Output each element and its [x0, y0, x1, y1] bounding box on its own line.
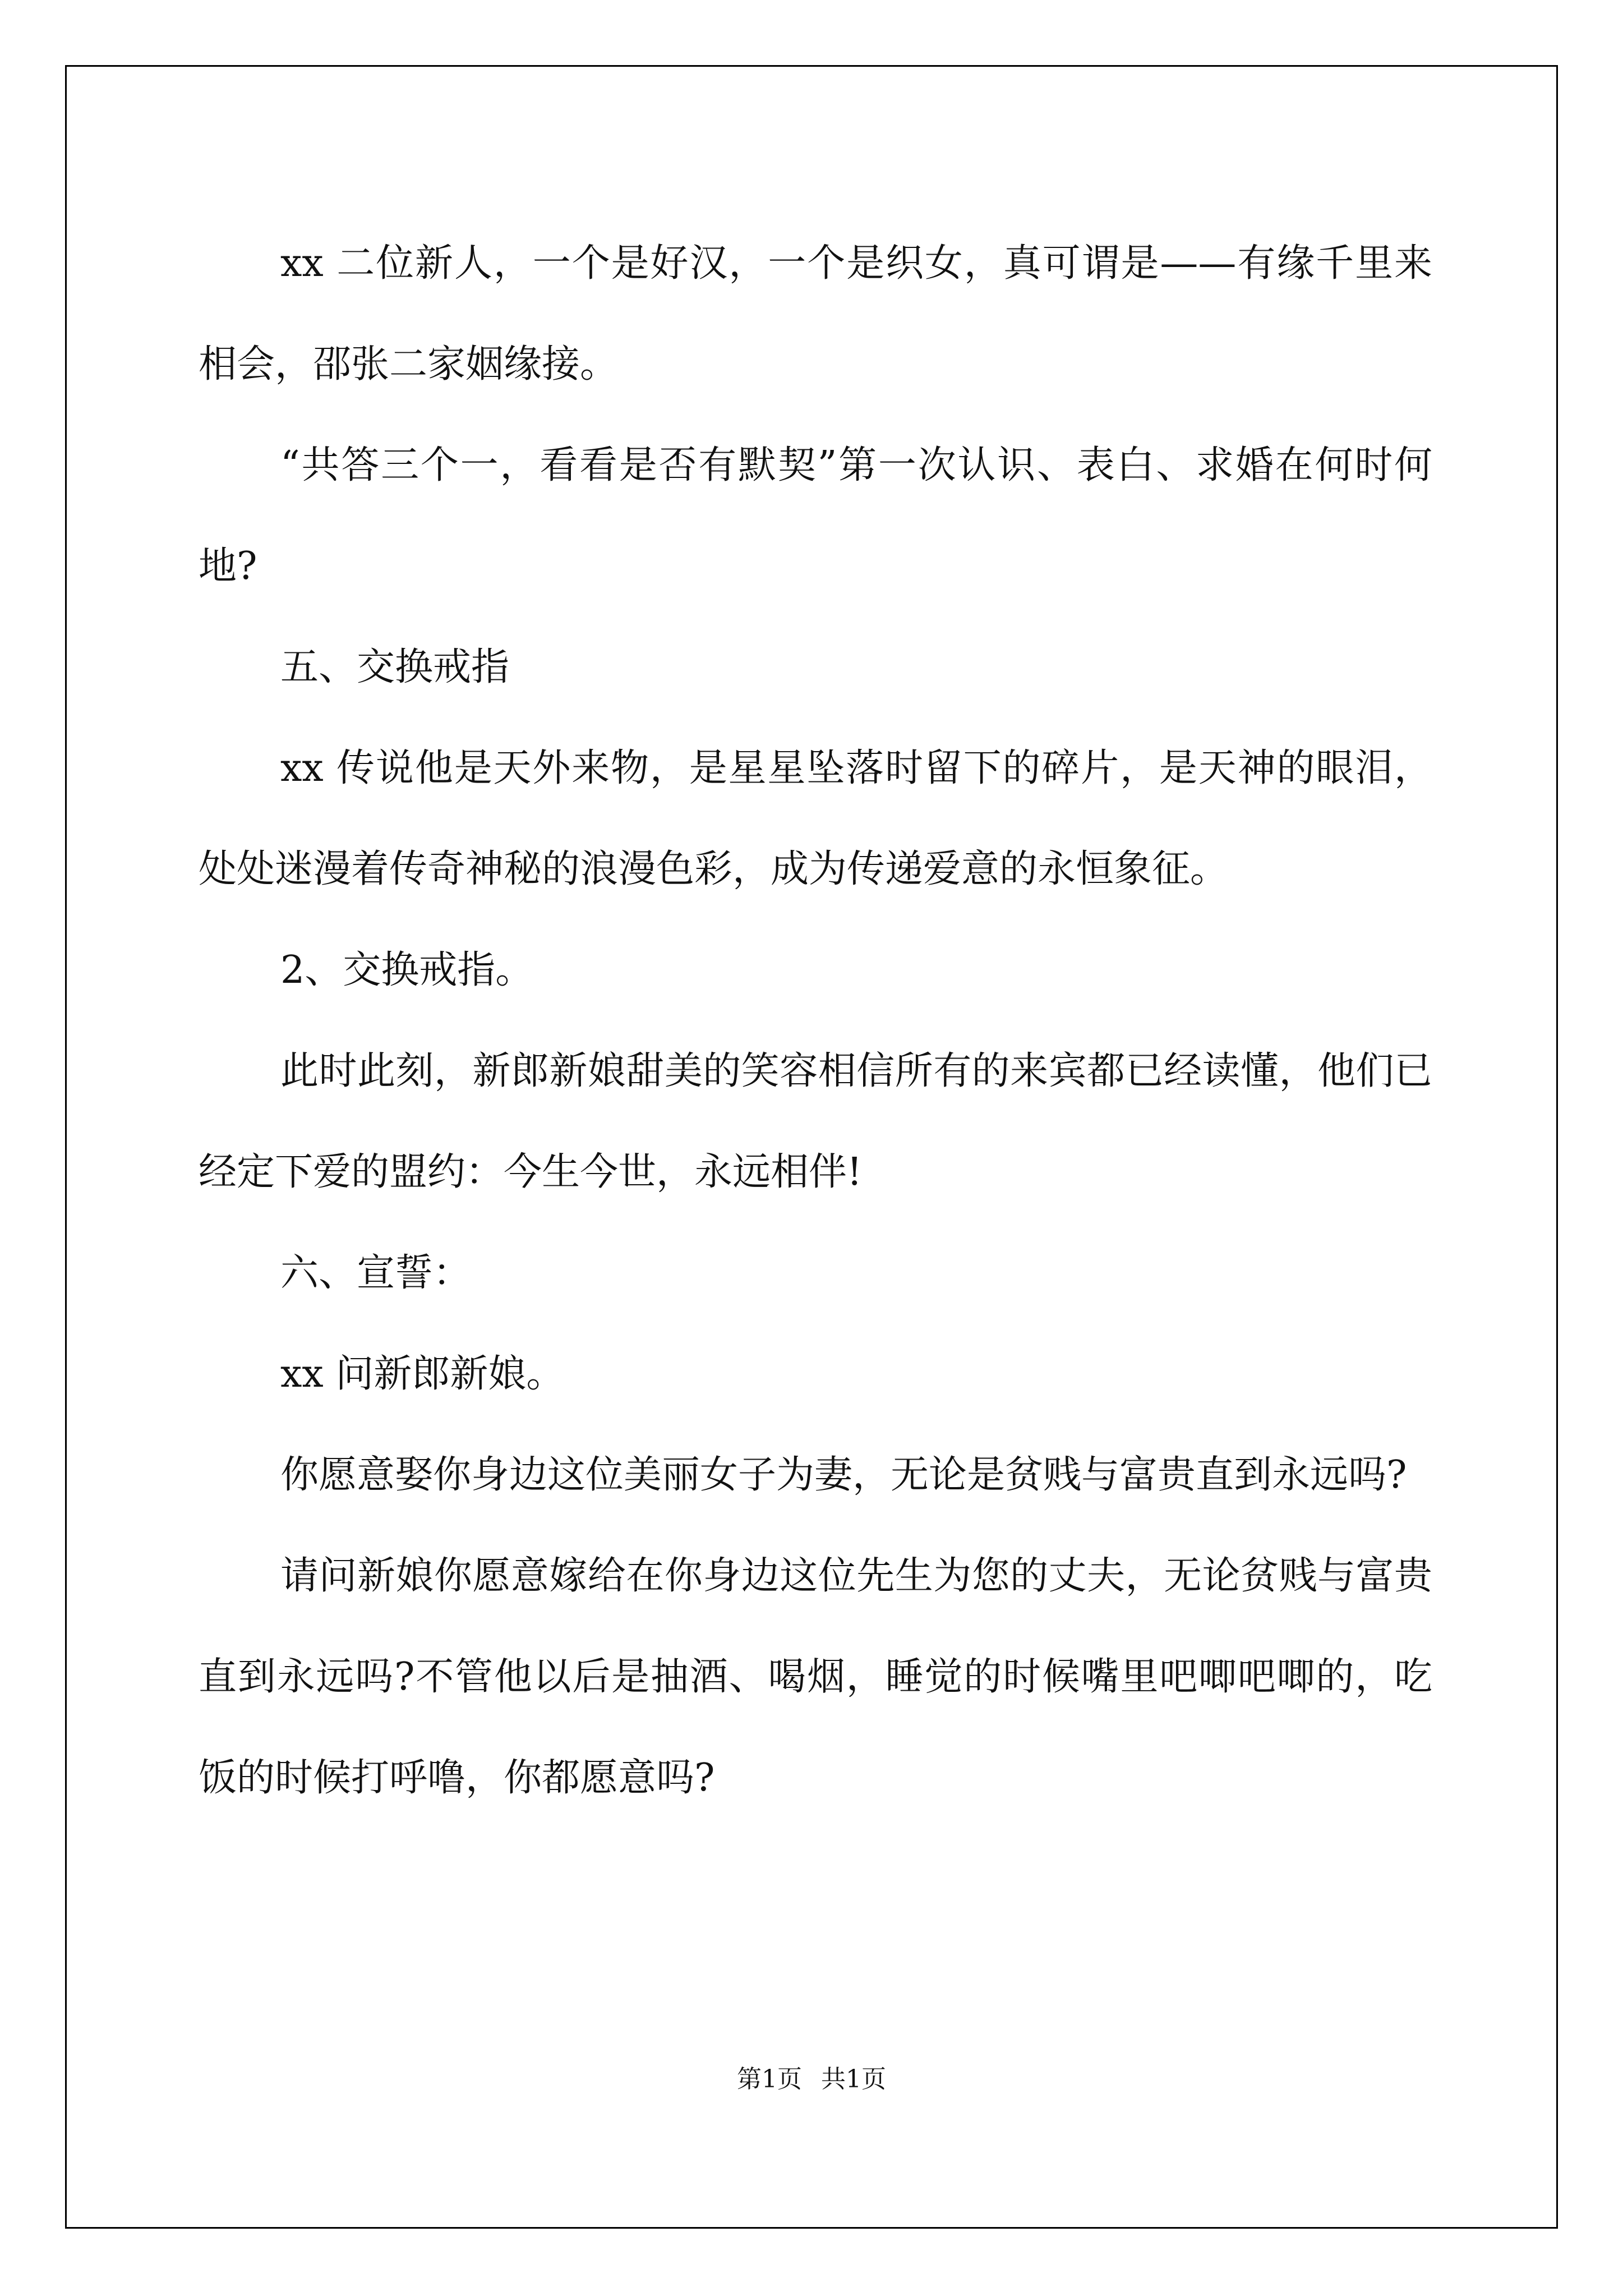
- paragraph-10: 请问新娘你愿意嫁给在你身边这位先生为您的丈夫，无论贫贱与富贵直到永远吗?不管他以后是抽酒、喝烟，睡觉的时候嘴里吧唧吧唧的，吃饭的时候打呼噜，你都愿意吗?: [199, 1554, 1432, 1800]
- paragraph-6: 此时此刻，新郎新娘甜美的笑容相信所有的来宾都已经读懂，他们已经定下爱的盟约：今生今世，永远相伴!: [199, 1049, 1432, 1194]
- section-heading-exchange-rings: 五、交换戒指: [280, 645, 510, 689]
- paragraph-9: 你愿意娶你身边这位美丽女子为妻，无论是贫贱与富贵直到永远吗?: [280, 1453, 1407, 1497]
- page-footer: [0, 2059, 1623, 2095]
- paragraph-8: xx 问新郎新娘。: [280, 1352, 565, 1396]
- paragraph-4: xx 传说他是天外来物，是星星坠落时留下的碎片，是天神的眼泪，处处迷漫着传奇神秘的浪漫色彩，成为传递爱意的永恒象征。: [199, 746, 1432, 891]
- paragraph-2: “共答三个一，看看是否有默契”第一次认识、表白、求婚在何时何地?: [199, 443, 1432, 588]
- document-body: [199, 213, 1432, 1829]
- page-number-current: 第1页: [737, 2065, 802, 2093]
- page-number-total: 共1页: [821, 2065, 886, 2093]
- paragraph-5: 2、交换戒指。: [280, 948, 534, 992]
- section-heading-vows: 六、宣誓：: [280, 1251, 472, 1295]
- paragraph-1: xx 二位新人，一个是好汉，一个是织女，真可谓是——有缘千里来相会，邵张二家姻缘接。: [199, 241, 1432, 386]
